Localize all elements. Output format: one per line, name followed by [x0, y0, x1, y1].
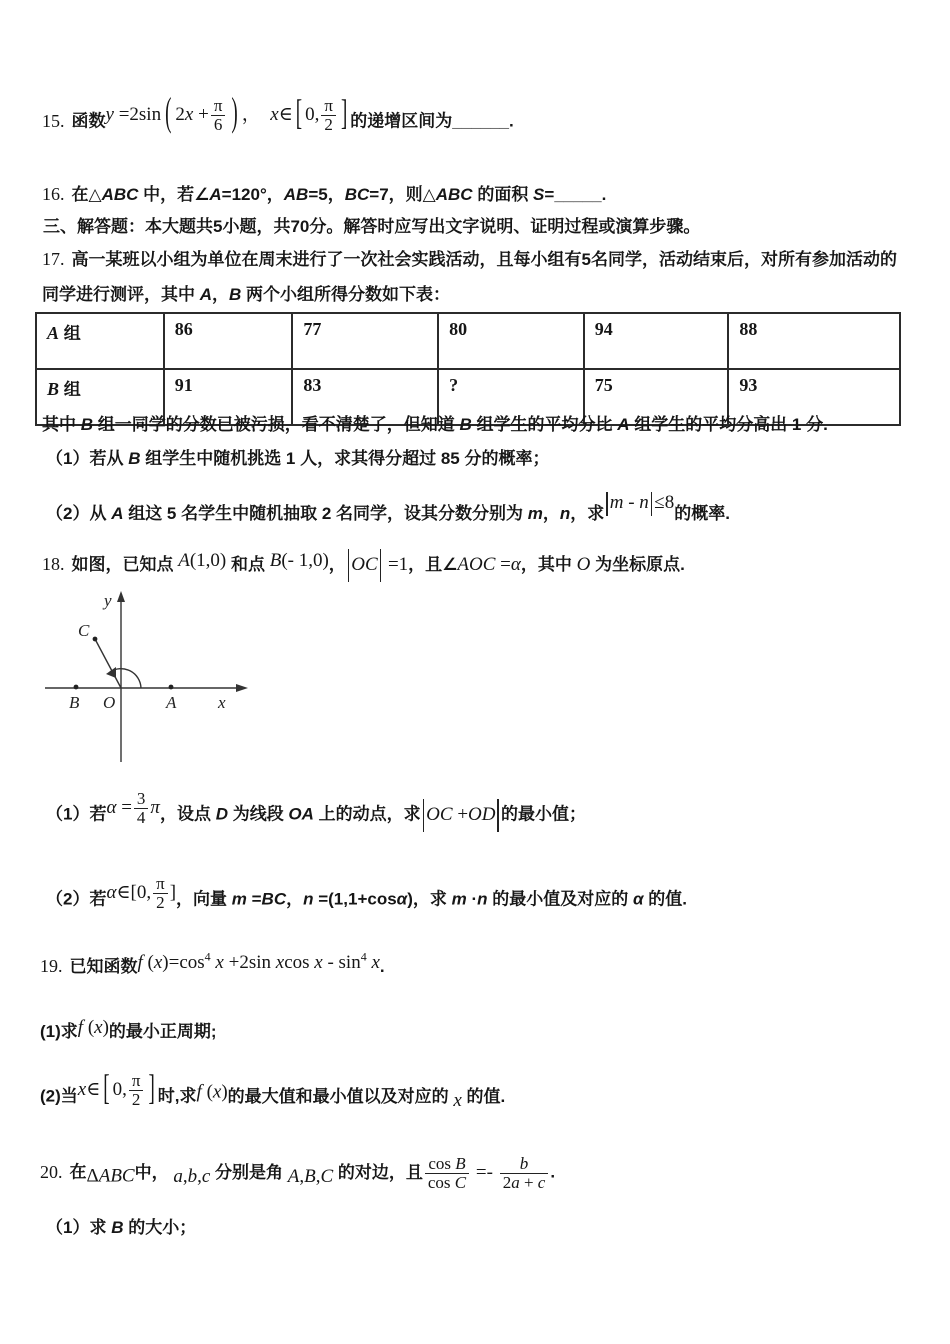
- question-19-part1-fx: f (x): [77, 1017, 109, 1038]
- question-15-formula: y =2sin ( 2x + $\frac{\pi}{6}$ ) ， x∈ [ 0, $\frac{\pi}{2}$ ]: [105, 91, 348, 136]
- question-17-text2: 同学进行测评，其中 A，B 两个小组所得分数如下表：: [42, 285, 451, 304]
- point-a-dot: [169, 685, 174, 690]
- table-row: [36, 313, 900, 369]
- table-cell: 93: [728, 369, 900, 425]
- question-17-part1-text: （1）若从 B 组学生中随机挑选 1 人，求其得分超过 85 分的概率；: [46, 449, 550, 468]
- question-19-part2: [40, 1068, 506, 1114]
- question-17-line2: [42, 283, 450, 307]
- table-cell: 75: [584, 369, 729, 425]
- question-15-tail: 的递增区间为______.: [350, 111, 514, 131]
- question-19-part1-pre: (1)求: [40, 1022, 78, 1041]
- question-15-lead: 函数: [71, 111, 106, 131]
- table-cell: 77: [292, 313, 438, 369]
- section-3-header: [43, 215, 700, 239]
- table-cell: 83: [292, 369, 438, 425]
- question-17-note-text: 其中 B 组一同学的分数已被污损，看不清楚了，但知道 B 组学生的平均分比 A 组学生的平均分高出 1 分.: [42, 415, 828, 434]
- label-c: C: [78, 621, 90, 640]
- question-19-part1: [40, 1015, 217, 1044]
- question-18-part2-post: ，向量 m =BC，n =(1,1+cosα)，求 m ·n 的最小值及对应的 α 的值.: [176, 889, 687, 909]
- table-cell: ?: [438, 369, 584, 425]
- question-19-part2-pre: (2)当: [40, 1086, 78, 1106]
- question-18-part1: [46, 790, 586, 832]
- question-18-number: 18.: [42, 554, 65, 574]
- question-17-part2: [46, 490, 730, 526]
- table-cell: 88: [728, 313, 900, 369]
- table-cell-group-a: A 组: [36, 313, 164, 369]
- table-cell: 91: [164, 369, 293, 425]
- question-15: [42, 91, 514, 136]
- label-o: O: [103, 693, 116, 712]
- table-cell: 80: [438, 313, 584, 369]
- question-17-part2-post: 的概率.: [674, 504, 730, 523]
- question-16: [42, 182, 606, 207]
- y-axis-arrow-icon: [117, 591, 125, 602]
- question-16-number: 16.: [42, 184, 65, 204]
- question-18-part1-pre: （1）若: [46, 804, 107, 824]
- question-18-part2-pre: （2）若: [46, 889, 107, 909]
- question-17-part2-pre: （2）从 A 组这 5 名学生中随机抽取 2 名同学，设其分数分别为 m，n，求: [46, 504, 605, 523]
- question-19-tail: .: [379, 957, 385, 976]
- question-20-part1: [46, 1216, 196, 1240]
- question-20-number: 20.: [40, 1161, 63, 1182]
- section-3-title: 三、解答题：本大题共5小题，共70分。解答时应写出文字说明、证明过程或演算步骤。: [43, 217, 701, 236]
- question-19-formula: f $(x)=\cos^4$ x +2sin xcos x - $\sin^4 x$: [137, 949, 380, 973]
- question-17-part2-formula: m - n ≤8: [604, 492, 674, 513]
- question-19-part2-post: 的最大值和最小值以及对应的 x 的值.: [227, 1086, 506, 1111]
- question-19-part2-fx: f (x): [196, 1081, 228, 1103]
- question-18-part2-alpha: α∈[0, $\frac{\pi}{2}$ ]: [106, 874, 177, 912]
- question-17-number: 17.: [42, 249, 65, 269]
- question-17-line1: [42, 247, 897, 272]
- label-x: x: [218, 693, 226, 712]
- question-20-part1-text: （1）求 B 的大小；: [46, 1218, 197, 1237]
- question-18-body: 如图，已知点 A(1,0) 和点 B(- 1,0)， OC =1，且∠AOC =α，其中 O 为坐标原点.: [72, 555, 685, 574]
- question-19-part1-post: 的最小正周期;: [108, 1022, 217, 1041]
- question-19-lead: 已知函数: [69, 957, 138, 976]
- label-b: B: [69, 693, 80, 712]
- question-17-part1: [46, 447, 549, 471]
- table-cell: 86: [164, 313, 293, 369]
- question-20-pre: 在: [69, 1162, 87, 1182]
- question-15-number: 15.: [42, 110, 65, 131]
- question-18-part1-mid: ，设点 D 为线段 OA 上的动点，求: [159, 804, 421, 824]
- question-20-mid: 中， a,b,c 分别是角 A,B,C 的对边，且: [134, 1162, 423, 1187]
- coordinate-figure: [40, 590, 270, 768]
- point-c-dot: [93, 637, 98, 642]
- table-cell-group-b: B 组: [36, 369, 164, 425]
- question-20-fraction: $\frac{\text{cos B}}{\text{cos C}}$ =- $\frac{b}{2a + c}$: [423, 1162, 550, 1183]
- question-20-tail: .: [550, 1162, 556, 1182]
- segment-oc: [95, 639, 121, 688]
- question-19: [40, 950, 385, 979]
- question-20: [40, 1155, 555, 1192]
- question-18-part1-alpha: α = $\frac{3}{4}$ π: [106, 789, 160, 827]
- question-18-part1-post: 的最小值；: [500, 804, 586, 824]
- question-17-text1: 高一某班以小组为单位在周末进行了一次社会实践活动，且每小组有5名同学，活动结束后，对所有参加活动的: [71, 250, 897, 269]
- label-a: A: [166, 693, 177, 712]
- question-18-part1-abs: OC +OD: [421, 804, 501, 825]
- question-16-body: 在△ABC 中，若∠A=120°，AB=5，BC=7，则△ABC 的面积 S=_____.: [71, 185, 607, 204]
- point-b-dot: [74, 685, 79, 690]
- question-19-part2-domain: x∈ [ 0, $\frac{\pi}{2}$ ]: [77, 1068, 155, 1109]
- question-20-triangle: ΔABC: [86, 1165, 135, 1187]
- table-cell: 94: [584, 313, 729, 369]
- question-19-part2-mid: 时,求: [157, 1086, 197, 1106]
- question-19-number: 19.: [40, 956, 63, 976]
- question-17-note: [42, 413, 828, 437]
- score-table: [35, 312, 901, 426]
- question-18: [42, 548, 685, 582]
- question-18-part2: [46, 875, 687, 912]
- label-y: y: [104, 591, 112, 610]
- x-axis-arrow-icon: [236, 684, 248, 692]
